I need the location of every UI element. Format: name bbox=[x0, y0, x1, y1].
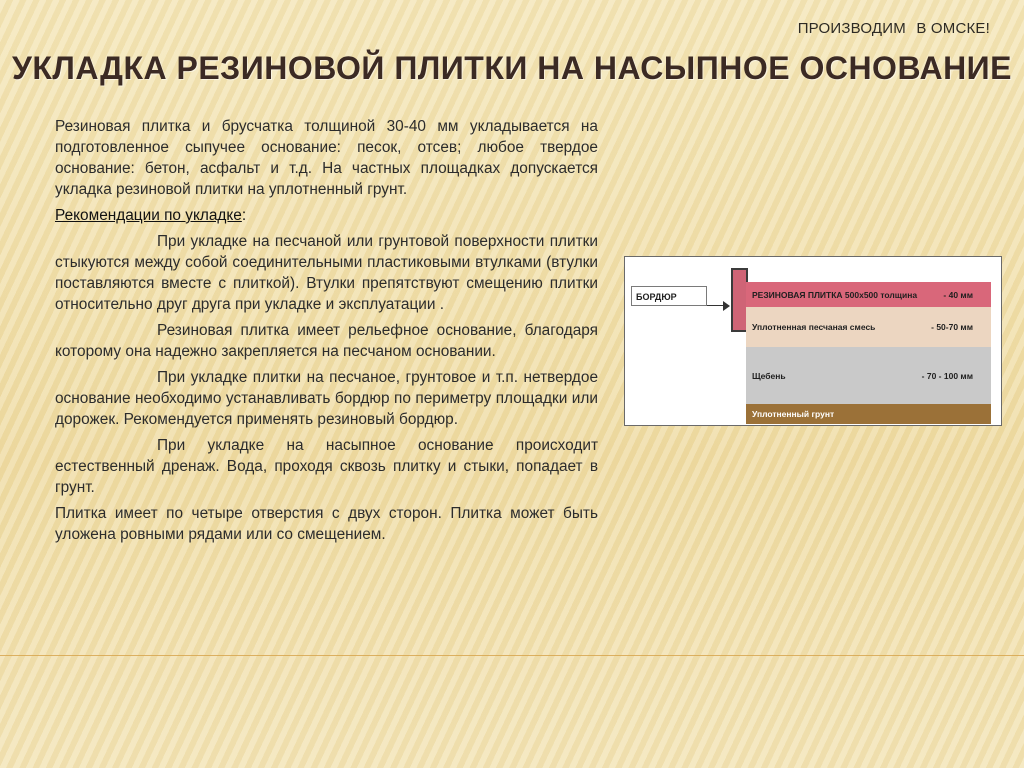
layer-name: Уплотненная песчаная смесь bbox=[752, 322, 876, 332]
curb-label: БОРДЮР bbox=[631, 286, 707, 306]
tagline-main: ПРОИЗВОДИМ bbox=[797, 20, 906, 37]
layer-gravel bbox=[746, 347, 991, 404]
layer-value: - 70 - 100 мм bbox=[921, 370, 973, 381]
layer-name: Щебень bbox=[752, 370, 786, 381]
recommendations-heading bbox=[55, 205, 598, 226]
layer-compacted-soil bbox=[746, 404, 991, 424]
layer-value: - 50-70 мм bbox=[931, 322, 973, 332]
paragraph-1: При укладке на песчаной или грунтовой поверхности плитки стыкуются между собой соединительными пластиковыми втулками (втулки поставляются вместе с плиткой). Втулки препятствуют смещению плитки относительно друг друга при укладке и эксплуатации . bbox=[55, 233, 598, 313]
closing-paragraph: Плитка имеет по четыре отверстия с двух сторон. Плитка может быть уложена ровными рядами или со смещением. bbox=[55, 505, 598, 543]
layer-name: Уплотненный грунт bbox=[752, 409, 835, 419]
tagline-city: В ОМСКЕ! bbox=[916, 20, 990, 37]
layer-value: - 40 мм bbox=[943, 289, 973, 300]
layer-name: РЕЗИНОВАЯ ПЛИТКА 500х500 толщина bbox=[752, 289, 918, 300]
paragraph-2: Резиновая плитка имеет рельефное основание, благодаря которому она надежно закрепляется на песчаном основании. bbox=[55, 322, 598, 360]
recommendations-heading-text: Рекомендации по укладке bbox=[55, 207, 242, 224]
intro-paragraph: Резиновая плитка и брусчатка толщиной 30-40 мм укладывается на подготовленное сыпучее основание: песок, отсев; любое твердое основание: бетон, асфальт и т.д. На частных площадках допускается укладка резиновой плитки на уплотненный грунт. bbox=[55, 118, 598, 198]
body-text bbox=[55, 116, 598, 550]
curb-arrow-icon bbox=[723, 301, 730, 311]
paragraph-4: При укладке на насыпное основание происходит естественный дренаж. Вода, проходя сквозь плитку и стыки, попадает в грунт. bbox=[55, 437, 598, 496]
header-tagline bbox=[798, 20, 990, 37]
recommendations-colon: : bbox=[241, 207, 247, 224]
page-title: УКЛАДКА РЕЗИНОВОЙ ПЛИТКИ НА НАСЫПНОЕ ОСНОВАНИЕ bbox=[11, 50, 1013, 86]
layer-diagram bbox=[624, 256, 1002, 426]
layer-rubber-tile bbox=[746, 282, 991, 307]
layer-sand-mix bbox=[746, 307, 991, 347]
paragraph-3: При укладке плитки на песчаное, грунтовое и т.п. нетвердое основание необходимо устанавливать бордюр по периметру площадки или дорожек. Рекомендуется применять резиновый бордюр. bbox=[55, 369, 598, 428]
divider-line bbox=[0, 655, 1024, 656]
